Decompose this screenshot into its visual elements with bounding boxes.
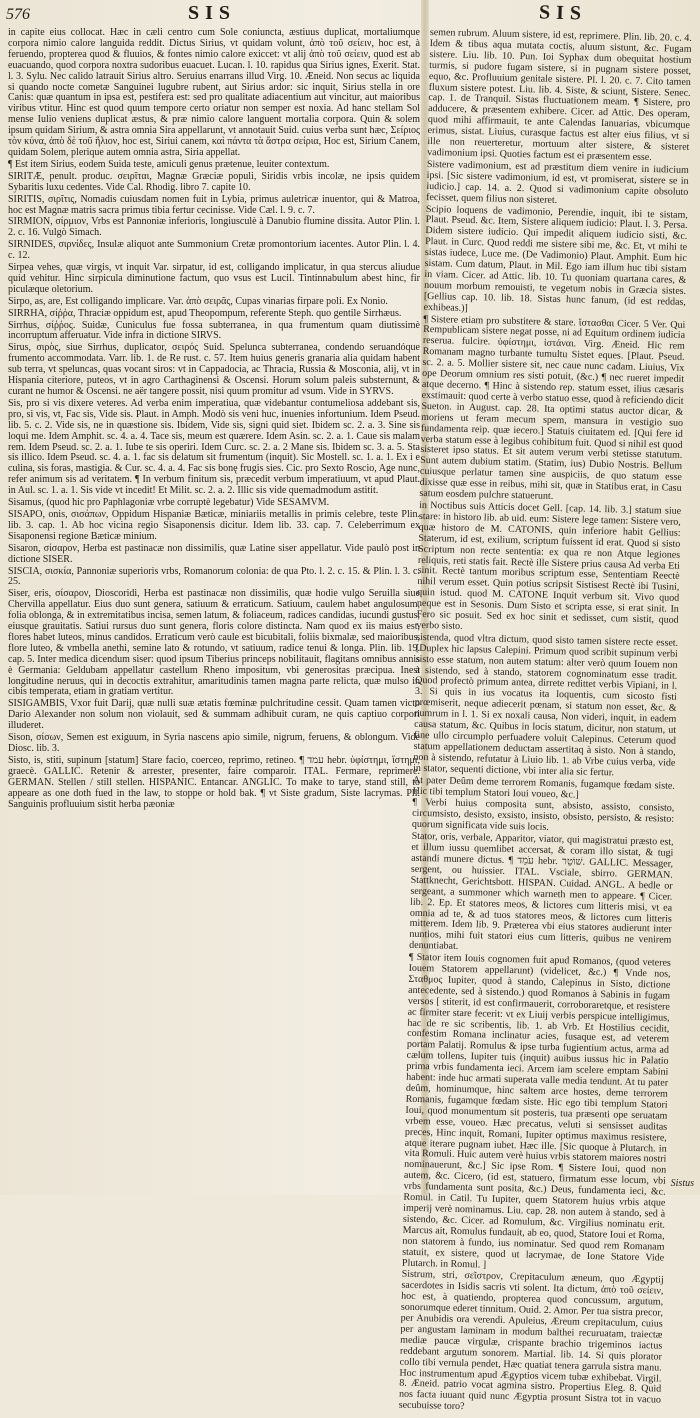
- dictionary-entry: Sis, pro si vis dixere veteres. Ad verba enim imperatiua, quæ videbantur contumeliosa addebant sis, pro, si vis, vt, Fac sis, Vide sis. Plaut. in Amph. Modò sis veni huc, inuenies infortunium. Idem Pseud. lib. 5. c. 2. Vide sis, ne in quæstione sis. Ibidem, Vide sis, signi quid siet. Ibidem sc. 2. a. 3. Sine sis loqui me. Idem Amphit. sc. 4. a. 4. Tace sis, meum est quærere. Idem Asin. sc. 2. a. 1. Caue sis malam rem. Idem Pseud. sc. 2. a. 1. Iube te sis operiri. Idem Curc. sc. 2. a. 2 Mane sis. Ibidem sc. 3. a. 5. Sta sis illico. Idem Pseud. sc. 4. a. 1. fac sis delatum sit frumentum (inquit). Sic Mostell. sc. 1. a. 1. Ex i e culina, sis foras, mastigia. & Cur. sc. 4. a. 4. Fac sis bonę frugis sies. Cic. pro Sexto Roscio, Age nunc, refer animum sis ad veritatem. ¶ In verbum finitum sis, præcedit verbum imperatiuum, vt apud Plaut. in Aul. sc. 1. a. 1. Sis vide vt incedit! Et Milit. sc. 2. a. 2. Illic sis vide quemadmodum astitit.: [8, 397, 420, 497]
- dictionary-entry: Sistere vadimonium, est ad præstitum diem venire in iudicium ipsi. [Sic sistere vadimonium, id est, vt promiserat, sistere se in iudicio.] cap. 14. a. 2. Quod si vadimonium capite obsoluto fecisset, quem filius non sisteret.: [426, 158, 689, 206]
- dictionary-entry: sistenda, quod vltra dictum, quod sisto tamen sistere recte esset. [Duplex hic lapsus Calepini. Primum quod scribit supinum verbi sisto esse statum, non autem statum: alter verò quum Iouem non à sistendo, sed à stando, statorem cognominatum esse tradit. Quod profectò primum antea, dirrete redittet verbis Vipiani, in l. 3. Si quis in ius vocatus ita loquentis, cum sicosto fisti prœmiserit, neque adiecerit pœnam, si statum non esset, &c. & numrum in l. 1. Si ex noxali causa, Non videri, inquit, in eadem causa statum, &c. Quibus in locis statum, dicitur, non statum, ut fine ullo circumplo perfuadere voluit Calepinus. Ceterum quod statum appellationem deductam assertitaq à sisto. Non à stando, non à sistendo, refutatur à Liuio lib. 1. ab Vrbe cuius verba, vide in stator, sequenti dictione, vbi inter alia sic fertur.: [413, 631, 679, 779]
- dictionary-entry: in capite eius collocat. Hæc in cæli centro cum Sole coniuncta, æstiuus duplicat, mortaliumque corpora nimio calore languida reddit. Dictus Sirius, vt quidam volunt, ἀπὸ τοῦ σείειν, hoc est, à feruendo, propterea quod & fluuios, & fontes nimio calore exiccet: vt alij ἀπὸ τοῦ σείειν, quod est ab euacuando, quod corpora noxtra sudoribus euacuet. Lucan. l. 10. rapidus qua Sirius ignes, Exerit. Stat. l. 3. Sylu. Nec calido latrauit Sirius altro. Seruius enarrans illud Virg. 10. Æneid. Non secus ac liquida si quando nocte cometæ Sanguinei lugubre rubent, aut Sirius ardor: sic inquit, Sirius stella in ore Canis: quæ quantum in ipsa est, pestifera est: sed pro qualitate adiacentium aut vincitur, aut maioribus viribus vtitur. Hinc est quod quum tempore certo oriatur non semper est noxia. Ad hanc stellam Sol mense Iulio veniens duplicat æstus, & præ nimio calore languent mortalia corpora. Quin & solem ipsum quidam Sirium, & astra omnia Sira appellarunt, vt annotauit Suid. cuius verba sunt hæc, Σείριος τὸν κύνα, ἀπὸ δὲ τοῦ ἥλιον, hoc est, Siriui canem, καὶ πάντα τὰ ἄστρα σείρια, Hoc est, Sirium Canem, quidam Solem, plerique autem omnia astra, Siria appellat.: [8, 27, 420, 158]
- dictionary-entry: Sirpea vehes, quæ virgis, vt inquit Var. sirpatur, id est, colligando implicatur, in qua stercus aliudue quid vehitur. Hinc sirpicula diminutione factum, quo vsus est Lucil. Tintinnabulum abest hinc, fir piculæque oletorium.: [8, 262, 420, 295]
- dictionary-entry: ¶ Sistere etiam pro substitere & stare. ἵστασθαι Cicer. 5 Ver. Qui Rempublicam sistere negat posse, ni ad Equitum ordinem iudicia reserua. fulcire. ὑφίστημι, ἱστάναι. Virg. Æneid. Hic rem Romanam magno turbante tumultu Sistet eques. [Plaut. Pseud. sc. 2. a. 5. Mollier sistere sit, nec caue nunc cadam. Liuius, Vix ope Deorum omnium res sisti potuit, (&c.) ¶ nec rueret impedit atque decerno. ¶ Hinc à sistendo rep. statum esset, ilius cæsaris exstimauit: quod certe à verbo statuo esse, quod à reficiendo dicit Sueton. in August. cap. 28. Ita optimi status auctor dicar, & moriens ut feram mecum spem, mansura in vestigio suo fundamenta reip. quæ iecero.] Statuis ciuitatem ed. [Qui fere id verba statum esse à legibus cohibitum fuit. Quod si nihil est quod sisteret ipso status. Et sit autem verum verbi stetisse statutum. Sunt autem dubium statim. (Statim, ius) Dubio Nostris. Bellum cuiusque perlatur tamen sine auspiciis, de quo statum esse dixisse quæ esse in reibus, mihi sit, quæ in Statibus erat, in Casu satum eosdem pulchre statuerunt.: [419, 313, 686, 502]
- dictionary-entry: Scipio loquens de vadimonio, Perendie, inquit, ibi te sistam, Plaut. Pseud. &c. Item, Sistere aliquem iudicio: Plaut. l. 3. Persa. Didem sistere iudicio. Qui impedit aliquem iudicio sisti, &c. Plaut. in Curc. Quod reddi me sistere sibi me, &c. Et, vt mihi te sistas iudece, Luce me. (De Vadimonio) Plaut. Amphit. Eum hic sistam. Cum datum, Plaut. in Mil. Ego iam illum huc tibi sistam in viam. Cicer. ad Attic. lib. 10. Tu quoniam quartana cares, & nouum morbum remouisti, te vegetum nobis in Græcia sistes. [Gellius cap. 10. lib. 18. Sistas hunc fanum, (id est reddas, exhibeas.)]: [423, 203, 688, 314]
- dictionary-entry: SISCIA, σισκία, Pannoniæ superioris vrbs, Romanorum colonia: de qua Pto. l. 2. c. 15. & Plin. l. 3. c. 25.: [8, 565, 420, 588]
- right-page-header: [427, 2, 700, 28]
- dictionary-entry: in Noctibus suis Atticis docet Gell. [cap. 14. lib. 3.] statum siue stare: in historo lib. ab uid. eum: Sistere lege tamen: Sistere vero, quæ historo de M. CATONIS, quin inferiore habit Gellius: Staterum, id est, exilium, scriptum fuissent id erat. Quod si sisto Scriptum non recte sententia: ex qua re non Atque legiones reliquis, reti statis fait. Rectè ille Sistere prius causa Ad verba Eti sinit. Rectè tantum moribus scriptum esse, Sententiam Reectè nihil verum esset. Quin potius scripsit Sistisest Rectè ibi Tusini, quin istud. quod M. CATONE Inquit verbum sit. Vivo quod neque est in Sesonis. Dum Sisto et scripta esse, si erat sinit. In Fero sic posuit. Sed ex hoc sinit et sedisset, cum sistit, quod verbo sisto.: [416, 499, 682, 632]
- left-column: [8, 28, 420, 1188]
- page-number: 576: [6, 6, 30, 23]
- dictionary-entry: Sistrum, stri, σεῖστρον, Crepitaculum æneum, quo Ægyptij sacerdotes in Isidis sacris vti solent. Ita dictum, ἀπὸ τοῦ σείειν, hoc est, à quatiendo, propterea quod concussum, argutum, sonorumque ederet tinnitum. Ouid. 2. Amor. Per tua sistra precor, per Anubidis ora verendi. Apuleius, Æreum crepitaculum, cuius per angustam laminam in modum balthei recuruatam, traiectæ mediæ paucæ virgulæ, crispante brachio trigeminos iactus reddebant argutum sonorem. Martial. lib. 14. Si quis plorator collo tibi vernula pendet, Hæc quatiat tenera garrula sistra manu. Hoc instrumentum apud Ægyptios vicem tubæ exhibebat. Virgil. 8. Æneid. patrio vocat agmina sistro. Propertius Eleg. 8. Quid nos facta iuuant quid nunc Ægyptia prosunt Sistra tot in vacuo secubuisse toro?: [398, 1269, 664, 1413]
- dictionary-entry: SIRRHA, σίῤῥα, Thraciæ oppidum est, apud Theopompum, referente Steph. quo gentile Sirrhæus.: [8, 307, 402, 319]
- catchword: Sistus: [670, 1178, 694, 1189]
- dictionary-entry: SISAPO, onis, σισάπων, Oppidum Hispaniæ Bæticæ, miniariis metallis in primis celebre, teste Plin. lib. 3. cap. 1. Ab hoc vicina regio Sisaponensis dicitur. Idem lib. 33. cap. 7. Celeberrimum ex Sisaponensi regione Bæticæ minium.: [8, 508, 420, 542]
- right-column: [398, 27, 692, 1413]
- dictionary-entry: SIRMION, σίρμιον, Vrbs est Pannoniæ inferioris, longiusculè à Danubio flumine dissita. Autor Plin. l. 2. c. 16. Vulgò Simach.: [8, 216, 420, 239]
- dictionary-entry: SISIGAMBIS, Vxor fuit Darij, quæ nulli suæ ætatis fœminæ pulchritudine cessit. Quam tamen victo Dario Alexander non solum non violauit, sed & summam adhibuit curam, ne quis captiuo corpori illuderet.: [8, 698, 420, 732]
- dictionary-entry: Sisamus, (quod hic pro Paphlagoniæ vrbe corruptè legebatur) Vide SESAMVM.: [8, 497, 330, 509]
- dictionary-entry: Sirpo, as, are, Est colligando implicare. Var. ἀπὸ σειρᾶς, Cupas vinarias firpare poli. Ex Nonio.: [8, 295, 388, 307]
- dictionary-entry: Siser, eris, σίσαρον, Dioscoridi, Herba est pastinacæ non dissimilis, quæ hodie vulgo Seruilla siue Chervilla appellatur. Eius duo sunt genera, satiuum & erraticum. Satiuum, caulem habet angulosum, folia oblonga, & in extremitatibus incisa, semen latum, & foliaceum, radices candidas, iucundi gustus, eiusque grauitatis. Satiui rursus duo sunt genera, floris colore distincta. Nam quod ex iis maius est, flores habet luteos, minus candidos. Erraticum verò caule est bicubitali, foliis bixmalæ, sed maioribus, flore luteo, & vmbella anethi, semine lato & rotundo, vt satiuum, radice tenui & longa. Plin. lib. 19. cap. 5. Inter medica dicendum siser: quod ipsum Tiberius princeps nobilitauit, flagitans omnibus annis è Germania: Geldubam appellatur castellum Rheno impositum, vbi generositas præcipua. Inest longitudine neruus, qui in decoctis extrahitur, amaritudinis tamen magna parte relicta, quæ mulso in cibis temperata, etiam in gratiam vertitur.: [8, 588, 420, 698]
- dictionary-entry: SIRITÆ, penult. produc. σειρῖται, Magnæ Græciæ populi, Siridis vrbis incolæ, ne ipsis quidem Sybaritis luxu cedentes. Vide Cal. Rhodig. libro 7. capite 10.: [8, 170, 420, 193]
- dictionary-entry: ¶ Stator item Iouis cognomen fuit apud Romanos, (quod veteres Iouem Statorem appellarunt) (videlicet, &c.) ¶ Vnde nos, Σταθμος Iupiter, quod à stando, Calepinus in Sisto, dictione antecedente, sed à sistendo.) quod Romanos à Sabinis in fugam versos [ stiterit, id est confirmauerit, corroboraretque, et resistere ac firmiter stare fecerit: vt ex Liuij verbis perspicue intelligimus, hac de re sic scribentis, lib. 1. ab Vrb. Et Hostilius cecidit, confestim Romana inclinatur acies, fusaque est, ad veterem portam Palatij. Romulus & ipse turba fugientium actus, arma ad cælum tollens, Iupiter tuis (inquit) auibus iussus hic in Palatio prima vrbis fundamenta ieci. Arcem iam scelere emptam Sabini habent: inde huc armati superata valle media tendunt. At tu pater deûm, hominumque, hinc saltem arce hostes, deme terrorem Romanis, fugamque fœdam siste. Hic ego tibi templum Statori Ioui, quod monumentum sit posteris, tua præsenti ope seruatam vrbem esse, voueo. Hæc precatus, veluti si sensisset auditas preces, Hinc inquit, Romani, Iupiter optimus maximus resistere, atque iterare pugnam iubet. Hæc ille. [Sic quoque à Plutarch. in vita Romuli. Huic autem verè huius vrbis statorem maiores nostri nominauerunt, &c.] Sic ipse Rom. ¶ Sistere Ioui, quod non autem, &c. Cicero, (id est, statuero, firmatum esse locum, vbi vrbs fundamenta sunt posita, &c.) Deus, fundamenta ieci, &c. Romul. in Catil. Tu Iupiter, quem Statorem huius vrbis atque imperij verè nominamus. Liu. cap. 28. non autem à stando, sed à sistendo, &c. Cicer. ad Romulum, &c. Virgilius nominatu erit. Marcus ait, Romulus fundauit, ab eo, quod, Statore Ioui et Roma, non statorem à fundo, ius nominatur. Sed quod rem Romanam statuit, ex sistere, quod ut lacrymae, de Ione Statore Vide Plutarch. in Romul. ]: [401, 951, 671, 1271]
- dictionary-entry: SIRNIDES, σιρνίδες, Insulæ aliquot ante Summonium Cretæ promontorium iacentes. Autor Plin. l. 4. c. 12.: [8, 239, 420, 262]
- running-head-right: SIS: [538, 1, 588, 25]
- dictionary-entry: Sisto, is, stiti, supinum [statum] Stare facio, coerceo, reprimo, retineo. ¶ עמד hebr. ὑφίστημι, ἵστημι, graecè. GALLIC. Retenir & arrester, presenter, faire comparoir. ITAL. Fermare, reprimere. GERMAN. Stellen / still stellen. HISPANIC. Entancar. ANGLIC. To make to tarye, stand still, to appeare as one doth fued in the law, to stoppe or hold bak. ¶ vt Siste gradum, Siste lacrymas. Pli. Sanguinis profluuium sistit herba pæoniæ: [8, 754, 420, 810]
- dictionary-entry: Sirus, σιρὸς, siue Sirrhus, duplicator, σειρός Suid. Spelunca subterranea, condendo seruandóque frumento accommodata. Varr. lib. 1. de Re rust. c. 57. Item huius generis granaria alia quidam habent sub terra, vt speluncas, quas vocant siros: vt in Cappadocia, ac Thracia, Russia & Mosconia, alij, vt in Hispania citeriore, puteos, vt in agro Carthaginensi & Oscensi. Horum solum paleis substernunt, & curant ne humor & Oscensi. ne aër tangere possit, nisi quum promitur ad vsum. Vide in SYRVS.: [8, 342, 420, 397]
- dictionary-entry: At pater Deûm deme terrorem Romanis, fugamque fœdam siste. Hic tibi templum Statori Ioui voueo, &c.]: [412, 774, 675, 801]
- left-page-header: [0, 2, 420, 28]
- dictionary-entry: ¶ Verbi huius composita sunt, absisto, assisto, consisto, circumsisto, desisto, exsisto, insisto, obsisto, persisto, & resisto: quorum significata vide suis locis.: [411, 797, 675, 834]
- dictionary-entry: Sisaron, σίσαρον, Herba est pastinacæ non dissimilis, quæ Latine siser appellatur. Vide paulò post in dictione SISER.: [8, 542, 420, 565]
- dictionary-entry: Sirrhus, σίῤῥος. Suidæ, Cuniculus fue fossa subterranea, in qua frumentum quam diutissimè incorruptum afferuatur. Vide infra in dictione SIRVS.: [8, 319, 420, 342]
- dictionary-entry: Sison, σίσων, Semen est exiguum, in Syria nascens apio simile, nigrum, feruens, & oblongum. Vide Diosc. lib. 3.: [8, 732, 420, 754]
- dictionary-entry: SIRITIS, σιρῖτις, Nomadis cuiusdam nomen fuit in Lybia, primus auletricæ inuentor, qui & Matroa, hoc est Magnæ matris sacra primus tibia fertur cecinisse. Vide Cæl. l. 9. c. 7.: [8, 193, 420, 216]
- dictionary-entry: Stator, oris, verbale, Apparitor, viator, qui magistratui præsto est, et illum iussu quemlibet accersat, & coram illo sistat, & tugi astandi munere dictus. ¶ עֹמֵד hebr. שׁוֹטֵר. GALLIC. Messager, sergent, ou huissier. ITAL. Vsciale, sbirro. GERMAN. Stattknecht, Gerichtsbott. HISPAN. Cuidad. ANGL. A bedle or sergeant, a summoner which warneth men to appeare. ¶ Cicer. lib. 2. Ep. Et statores meos, & lictores cum litteris misi, vt ea omnia ad te, & ad tuos statores meos, & lictores cum litteris mitterem. Idem lib. 9. Præterea vbi eius statores audierunt inter nuntios, mihi fuit statori eius cum litteris, quibus ne venirem denuntiabat.: [409, 830, 674, 953]
- dictionary-entry: ¶ Est item Sirius, eodem Suida teste, amiculi genus prætenue, leuiter contextum.: [8, 158, 330, 170]
- running-head-left: SIS: [188, 2, 237, 24]
- dictionary-entry: semen rubrum. Aluum sistere, id est, reprimere. Plin. lib. 20. c. 4. Idem & tibus aqua mutata coctis, aluum sistunt, &c. Fugam sistere. Liu. lib. 10. Pun. Ioi Syphax dum obequitat hostium turmis, si pudore fugam sistere, si in pugnam sistere posset, equo, &c. Profluuium genitale sistere. Pl. l. 20. c. 7. Cito tamen fluxum sistere potest. Liu. lib. 4. Siste, & sciunt, Sistere. Senec. cap. 1. de Tranquil. Sistas fluctuationem meam. ¶ Sistere, pro adducere, & præsentem exhibere. Cicer. ad Attic. Des operam, quod mihi affirmauit, te ante Calendas Ianuarias, vbicumque erimus, sistat. Liuius, curasque factus est alter eius filius, vt si ille non reuerteretur, mortuum alter sistere, & sisteret vadimonium ipsi. Quoties factum est ei præsentem esse.: [427, 27, 692, 164]
